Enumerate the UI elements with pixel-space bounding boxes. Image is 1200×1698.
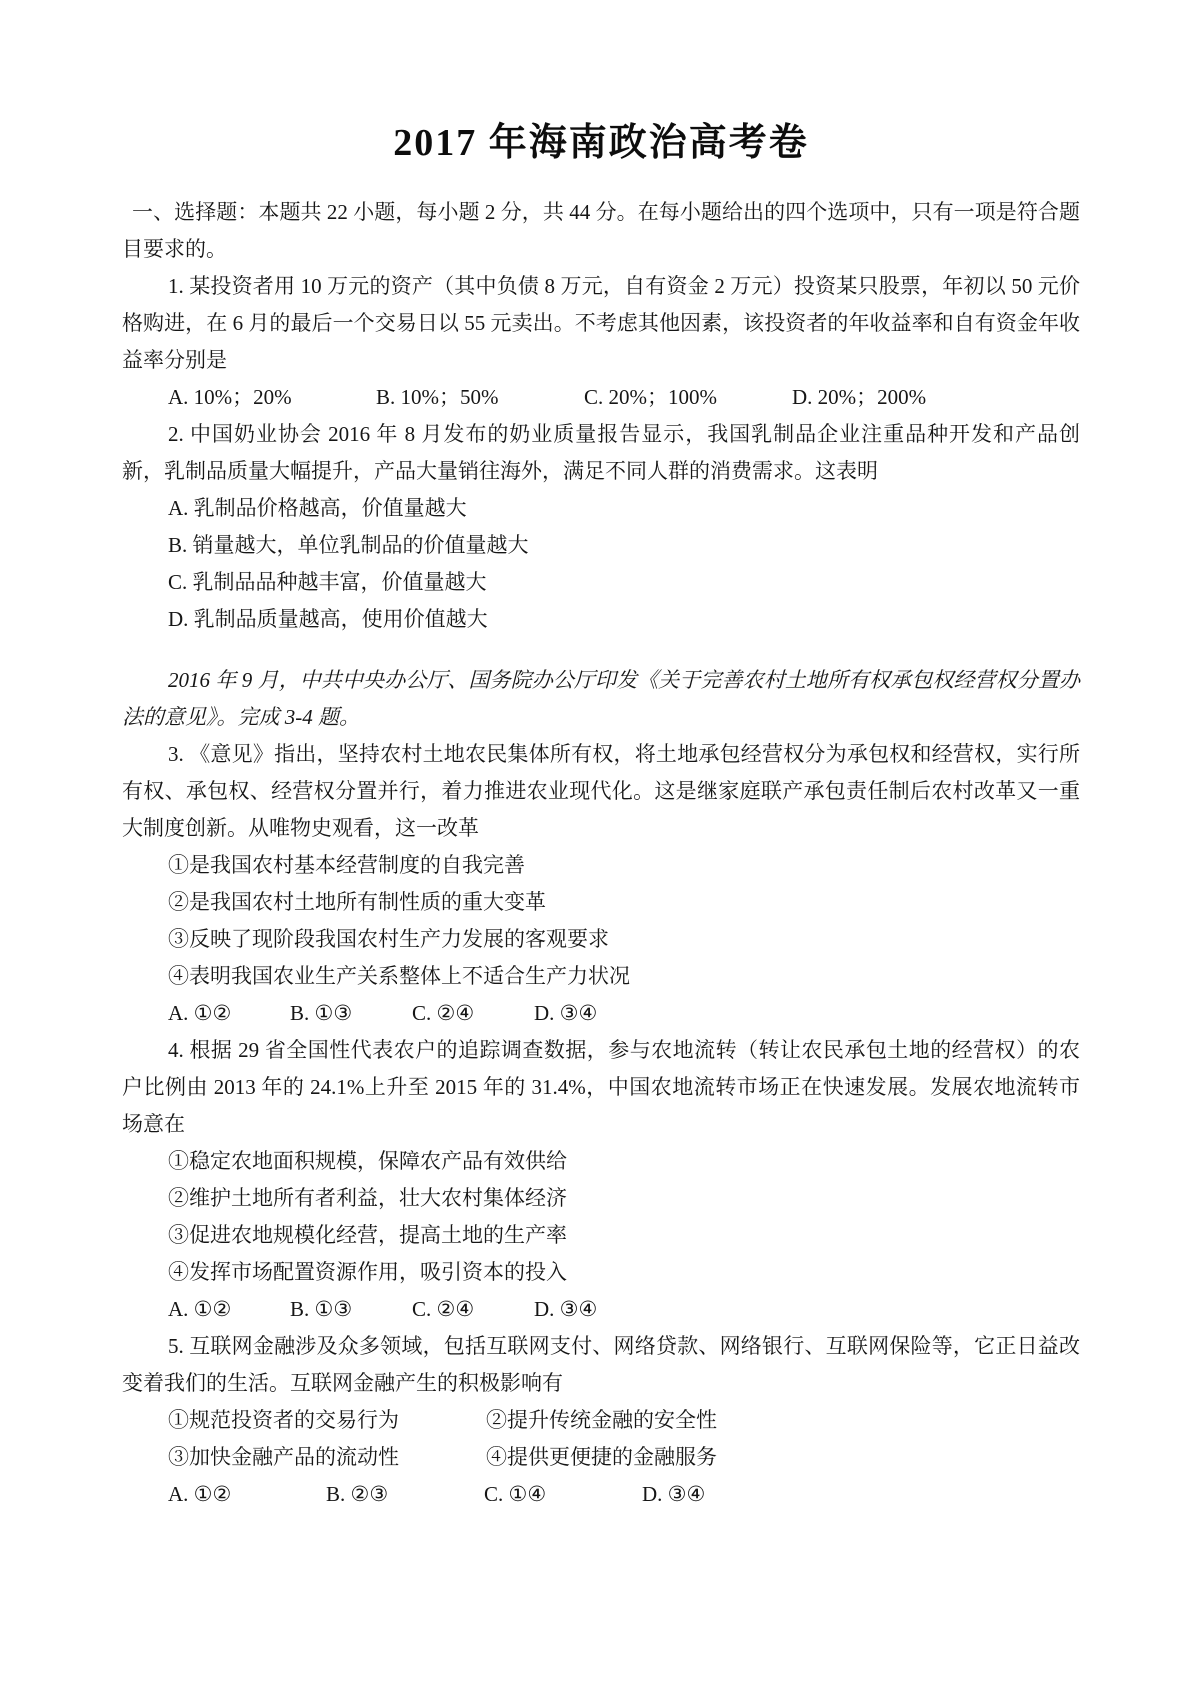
question-1-options (122, 379, 1080, 416)
question-4-option-b: B. ①③ (290, 1297, 353, 1321)
question-3-option-d: D. ③④ (534, 1001, 598, 1025)
question-5-option-a: A. ①② (168, 1482, 232, 1506)
question-5-statement-3: ③加快金融产品的流动性 (168, 1445, 399, 1469)
question-3-option-c: C. ②④ (412, 1001, 475, 1025)
question-2-stem: 2. 中国奶业协会 2016 年 8 月发布的奶业质量报告显示，我国乳制品企业注重品种开发和产品创新，乳制品质量大幅提升，产品大量销往海外，满足不同人群的消费需求。这表明 (122, 422, 1080, 483)
page-title: 2017 年海南政治高考卷 (393, 122, 809, 164)
question-1-option-c: C. 20%；100% (584, 385, 717, 409)
question-2-option-c: C. 乳制品品种越丰富，价值量越大 (168, 570, 487, 594)
question-5-option-d: D. ③④ (642, 1482, 706, 1506)
question-5-statement-2: ②提升传统金融的安全性 (486, 1408, 717, 1432)
question-5-statement-4: ④提供更便捷的金融服务 (486, 1445, 717, 1469)
question-5-option-b: B. ②③ (326, 1482, 389, 1506)
question-5-stem: 5. 互联网金融涉及众多领域，包括互联网支付、网络贷款、网络银行、互联网保险等，它正日益改变着我们的生活。互联网金融产生的积极影响有 (122, 1334, 1080, 1395)
question-3-options (122, 995, 1080, 1032)
question-2-option-b: B. 销量越大，单位乳制品的价值量越大 (168, 533, 529, 557)
question-4-statement-2: ②维护土地所有者利益，壮大农村集体经济 (168, 1186, 567, 1210)
question-4-options (122, 1291, 1080, 1328)
question-4-stem: 4. 根据 29 省全国性代表农户的追踪调查数据，参与农地流转（转让农民承包土地的经营权）的农户比例由 2013 年的 24.1%上升至 2015 年的 31.4%，中国农地流转市场正在快速发展。发展农地流转市场意在 (122, 1038, 1080, 1136)
question-4-option-a: A. ①② (168, 1297, 232, 1321)
question-2-option-d: D. 乳制品质量越高，使用价值越大 (168, 607, 488, 631)
question-3-option-a: A. ①② (168, 1001, 232, 1025)
question-3-option-b: B. ①③ (290, 1001, 353, 1025)
question-4-option-d: D. ③④ (534, 1297, 598, 1321)
question-5-statements-row-1 (122, 1402, 1080, 1439)
question-1-option-b: B. 10%；50% (376, 385, 499, 409)
question-1-option-a: A. 10%；20% (168, 385, 292, 409)
question-3-statement-1: ①是我国农村基本经营制度的自我完善 (168, 853, 525, 877)
question-5-statement-1: ①规范投资者的交易行为 (168, 1408, 399, 1432)
question-1 (122, 268, 1080, 416)
question-4 (122, 1032, 1080, 1328)
question-2 (122, 416, 1080, 638)
question-1-option-d: D. 20%；200% (792, 385, 927, 409)
question-2-option-a: A. 乳制品价格越高，价值量越大 (168, 496, 467, 520)
question-5-statements-row-2 (122, 1439, 1080, 1476)
material-passage: 2016 年 9 月，中共中央办公厅、国务院办公厅印发《关于完善农村土地所有权承包权经营权分置办法的意见》。完成 3-4 题。 (122, 668, 1080, 729)
question-3-statement-4: ④表明我国农业生产关系整体上不适合生产力状况 (168, 964, 630, 988)
question-4-statement-3: ③促进农地规模化经营，提高土地的生产率 (168, 1223, 567, 1247)
question-5-options (122, 1476, 1080, 1513)
question-3 (122, 736, 1080, 1032)
question-3-statement-2: ②是我国农村土地所有制性质的重大变革 (168, 890, 546, 914)
question-5-option-c: C. ①④ (484, 1482, 547, 1506)
section-intro: 一、选择题：本题共 22 小题，每小题 2 分，共 44 分。在每小题给出的四个选项中，只有一项是符合题目要求的。 (122, 200, 1080, 261)
question-5 (122, 1328, 1080, 1513)
question-4-statement-1: ①稳定农地面积规模，保障农产品有效供给 (168, 1149, 567, 1173)
question-3-statement-3: ③反映了现阶段我国农村生产力发展的客观要求 (168, 927, 609, 951)
question-4-option-c: C. ②④ (412, 1297, 475, 1321)
question-1-stem: 1. 某投资者用 10 万元的资产（其中负债 8 万元，自有资金 2 万元）投资某只股票，年初以 50 元价格购进，在 6 月的最后一个交易日以 55 元卖出。不考虑其他因素，该投资者的年收益率和自有资金年收益率分别是 (122, 274, 1080, 372)
question-3-stem: 3. 《意见》指出，坚持农村土地农民集体所有权，将土地承包经营权分为承包权和经营权，实行所有权、承包权、经营权分置并行，着力推进农业现代化。这是继家庭联产承包责任制后农村改革又一重大制度创新。从唯物史观看，这一改革 (122, 742, 1080, 840)
question-4-statement-4: ④发挥市场配置资源作用，吸引资本的投入 (168, 1260, 567, 1284)
